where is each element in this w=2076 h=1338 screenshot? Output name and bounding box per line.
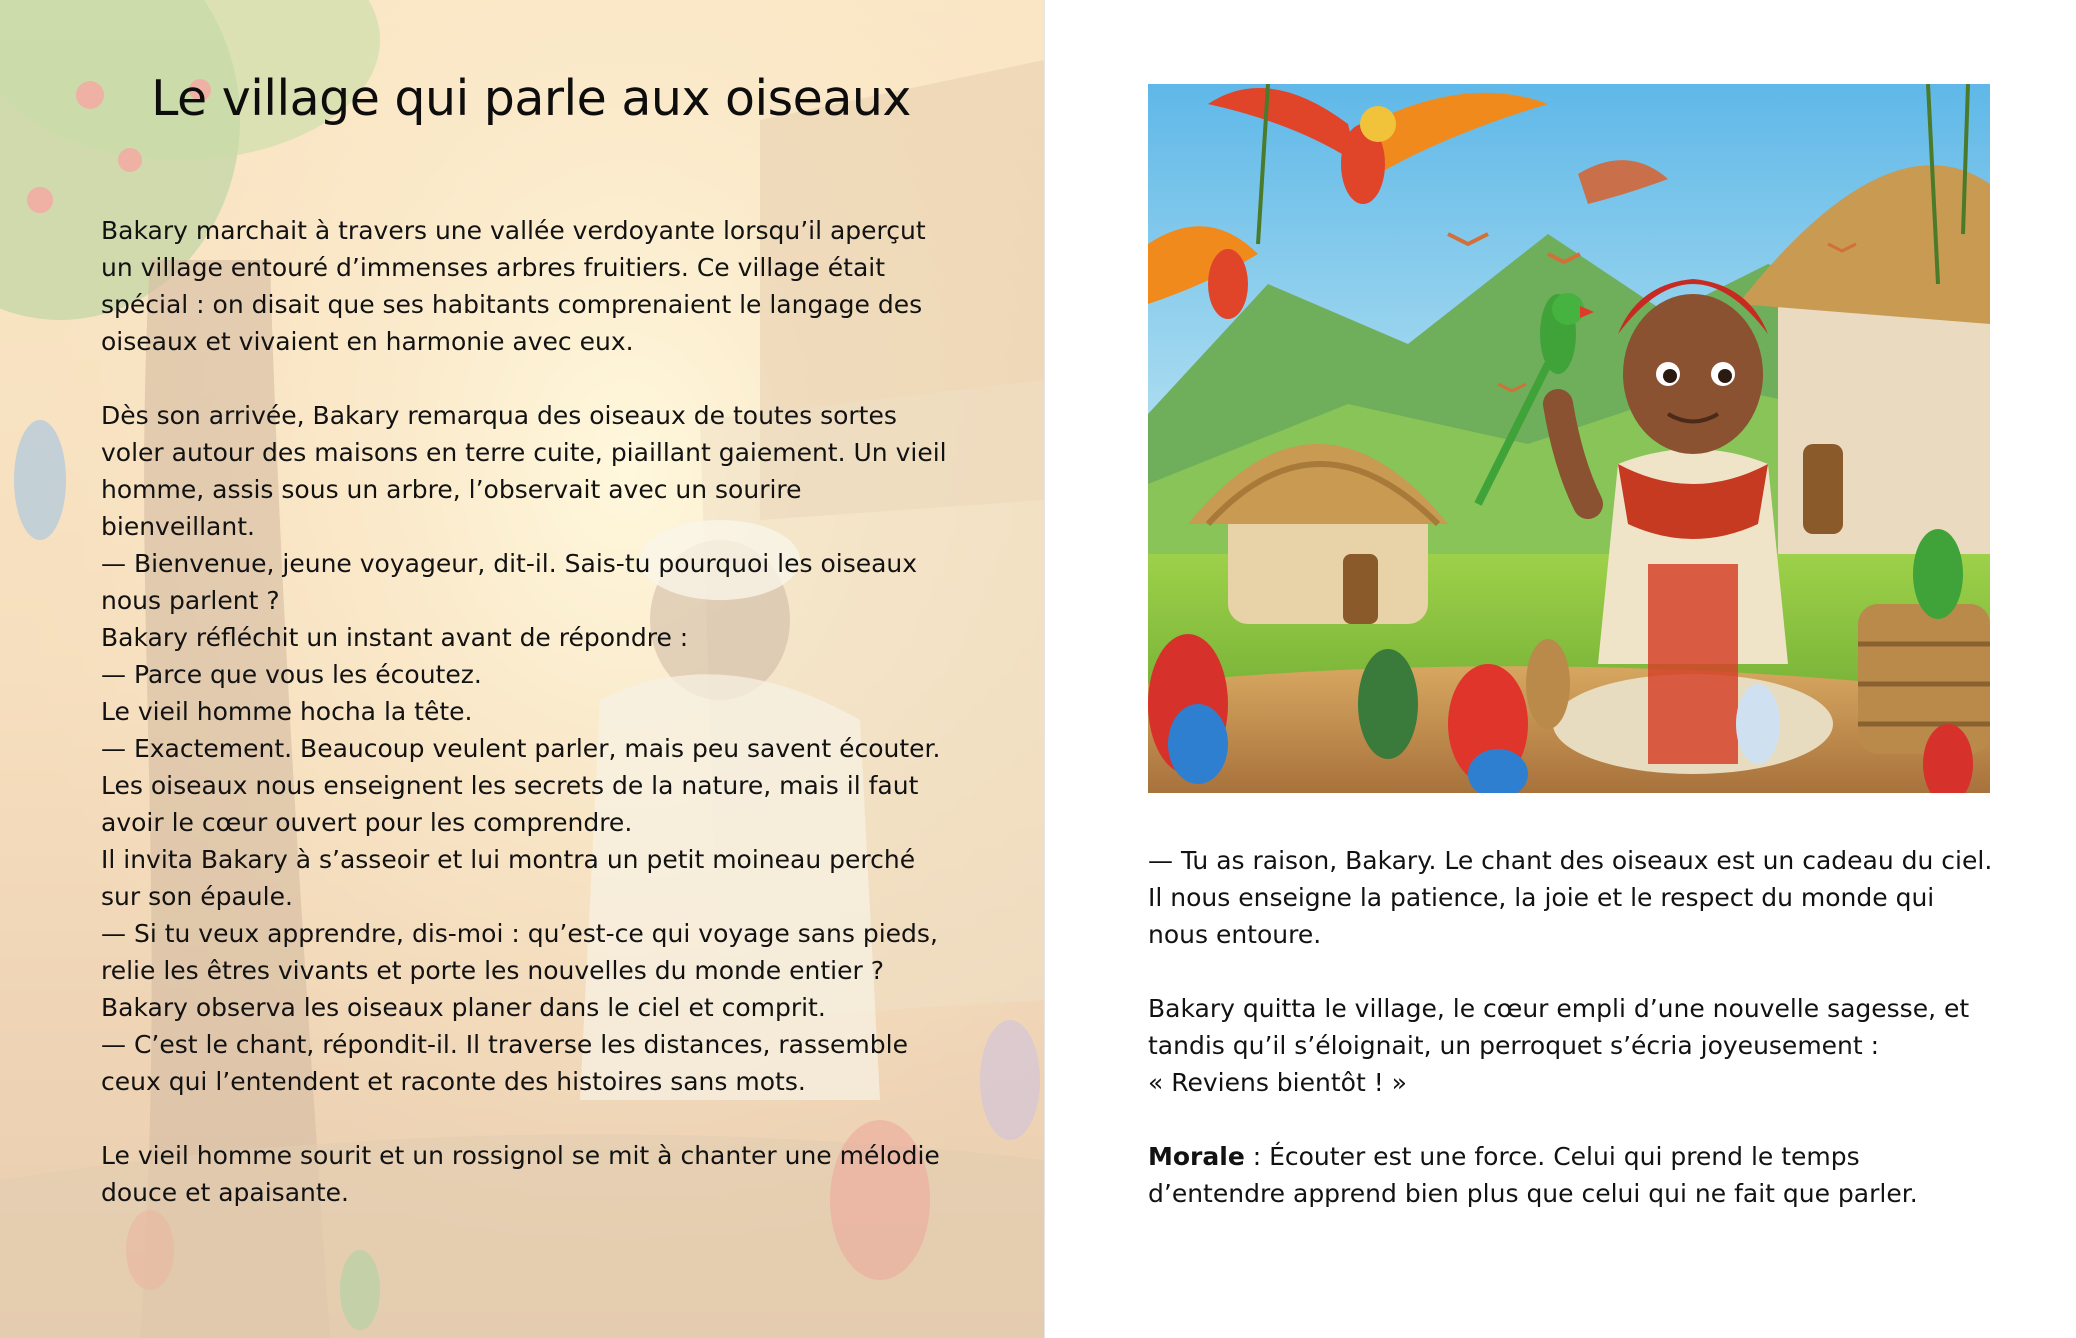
text-line: Bakary quitta le village, le cœur empli d’une nouvelle sagesse, et (1148, 994, 1970, 1023)
text-line: nous parlent ? (101, 586, 280, 615)
text-line: homme, assis sous un arbre, l’observait avec un sourire (101, 475, 802, 504)
text-line: — Bienvenue, jeune voyageur, dit-il. Sais-tu pourquoi les oiseaux (101, 549, 918, 578)
text-line: — Si tu veux apprendre, dis-moi : qu’est-ce qui voyage sans pieds, (101, 919, 938, 948)
text-line: — C’est le chant, répondit-il. Il traverse les distances, rassemble (101, 1030, 908, 1059)
morale-paragraph (1148, 1138, 2028, 1212)
paragraph-3 (101, 1137, 981, 1211)
right-text-block (1148, 842, 2028, 1249)
text-line: Dès son arrivée, Bakary remarqua des oiseaux de toutes sortes (101, 401, 897, 430)
text-line: — Tu as raison, Bakary. Le chant des oiseaux est un cadeau du ciel. (1148, 846, 1993, 875)
morale-label: Morale (1148, 1142, 1245, 1171)
story-title: Le village qui parle aux oiseaux (151, 70, 911, 127)
text-line: d’entendre apprend bien plus que celui qui ne fait que parler. (1148, 1179, 1918, 1208)
text-line: Le vieil homme sourit et un rossignol se mit à chanter une mélodie (101, 1141, 940, 1170)
text-line: un village entouré d’immenses arbres fruitiers. Ce village était (101, 253, 886, 282)
morale-text: : Écouter est une force. Celui qui prend le temps (1244, 1142, 1860, 1171)
text-line: relie les êtres vivants et porte les nouvelles du monde entier ? (101, 956, 884, 985)
text-line: avoir le cœur ouvert pour les comprendre. (101, 808, 633, 837)
paragraph-1 (101, 212, 981, 360)
text-line: Bakary observa les oiseaux planer dans le ciel et comprit. (101, 993, 826, 1022)
story-illustration (1148, 84, 1990, 793)
text-line: voler autour des maisons en terre cuite, piaillant gaiement. Un vieil (101, 438, 947, 467)
paragraph-5 (1148, 990, 2028, 1101)
text-line: bienveillant. (101, 512, 255, 541)
text-line: Le vieil homme hocha la tête. (101, 697, 473, 726)
text-line: ceux qui l’entendent et raconte des histoires sans mots. (101, 1067, 806, 1096)
text-line: douce et apaisante. (101, 1178, 349, 1207)
text-line: — Parce que vous les écoutez. (101, 660, 482, 689)
text-line: spécial : on disait que ses habitants comprenaient le langage des (101, 290, 923, 319)
text-line: « Reviens bientôt ! » (1148, 1068, 1407, 1097)
story-text (101, 212, 981, 1211)
text-line: — Exactement. Beaucoup veulent parler, mais peu savent écouter. (101, 734, 941, 763)
text-line: nous entoure. (1148, 920, 1322, 949)
right-page (1045, 0, 2076, 1338)
text-line: Il nous enseigne la patience, la joie et le respect du monde qui (1148, 883, 1935, 912)
text-line: Bakary marchait à travers une vallée verdoyante lorsqu’il aperçut (101, 216, 926, 245)
text-line: tandis qu’il s’éloignait, un perroquet s’écria joyeusement : (1148, 1031, 1880, 1060)
boy-with-parrots-image (1148, 84, 1990, 793)
text-line: oiseaux et vivaient en harmonie avec eux. (101, 327, 634, 356)
left-text-block (101, 70, 981, 1211)
text-line: Bakary réfléchit un instant avant de répondre : (101, 623, 689, 652)
paragraph-2 (101, 397, 981, 1100)
text-line: Les oiseaux nous enseignent les secrets de la nature, mais il faut (101, 771, 919, 800)
text-line (1148, 1138, 2028, 1175)
text-line: sur son épaule. (101, 882, 293, 911)
text-line: Il invita Bakary à s’asseoir et lui montra un petit moineau perché (101, 845, 916, 874)
paragraph-4 (1148, 842, 2028, 953)
